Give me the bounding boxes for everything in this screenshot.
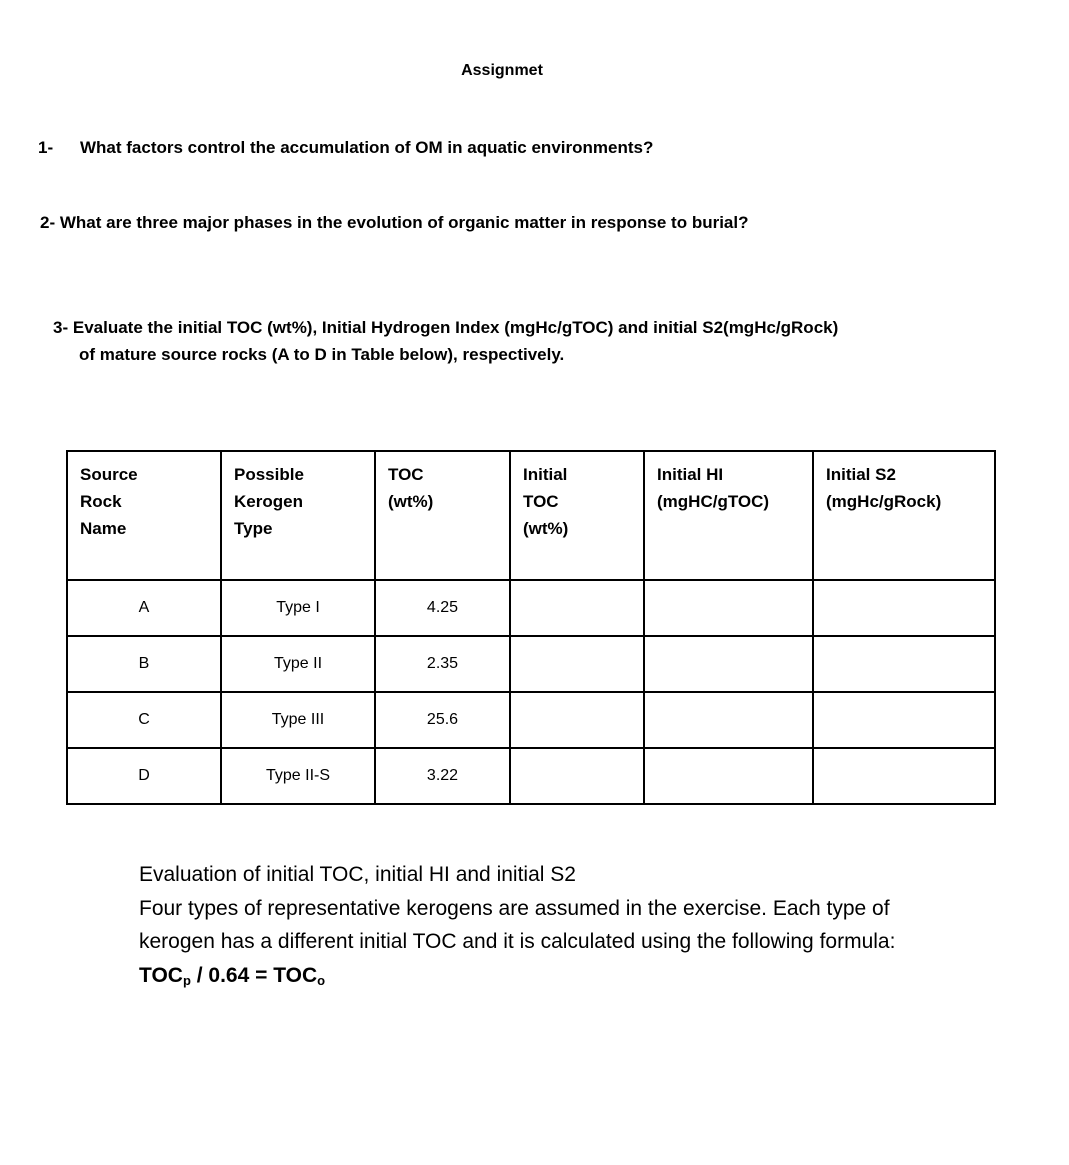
question-2 bbox=[40, 213, 748, 233]
question-3-text-line1: Evaluate the initial TOC (wt%), Initial Hydrogen Index (mgHc/gTOC) and initial S2(mgHc/gRock) bbox=[72, 318, 839, 337]
cell-initial-s2 bbox=[813, 692, 995, 748]
cell-initial-toc bbox=[510, 580, 644, 636]
question-3 bbox=[53, 314, 838, 368]
toc-formula: $TOC_p / 0.64 = TOC_o$ bbox=[139, 963, 326, 988]
table-row bbox=[67, 580, 995, 636]
cell-initial-s2 bbox=[813, 748, 995, 804]
evaluation-body: Four types of representative kerogens are assumed in the exercise. Each type of kerogen has a different initial TOC and it is calculated using the following formula: bbox=[139, 896, 896, 953]
cell-toc: 4.25 bbox=[375, 580, 510, 636]
question-3-number: 3- bbox=[53, 318, 69, 337]
cell-initial-toc bbox=[510, 748, 644, 804]
cell-initial-toc bbox=[510, 692, 644, 748]
cell-initial-toc bbox=[510, 636, 644, 692]
evaluation-heading: Evaluation of initial TOC, initial HI and initial S2 bbox=[139, 863, 576, 886]
cell-kerogen: Type II-S bbox=[221, 748, 375, 804]
table-row bbox=[67, 692, 995, 748]
document-title: Assignmet bbox=[461, 62, 543, 79]
header-initial-toc: Initial TOC (wt%) bbox=[510, 451, 644, 580]
cell-initial-hi bbox=[644, 748, 813, 804]
cell-kerogen: Type I bbox=[221, 580, 375, 636]
table-header-row bbox=[67, 451, 995, 580]
cell-toc: 3.22 bbox=[375, 748, 510, 804]
cell-initial-s2 bbox=[813, 636, 995, 692]
cell-kerogen: Type II bbox=[221, 636, 375, 692]
question-1-number: 1- bbox=[38, 138, 54, 157]
header-initial-hi: Initial HI (mgHC/gTOC) bbox=[644, 451, 813, 580]
table-row bbox=[67, 636, 995, 692]
cell-initial-hi bbox=[644, 636, 813, 692]
cell-initial-s2 bbox=[813, 580, 995, 636]
source-rock-table bbox=[66, 450, 996, 805]
evaluation-section bbox=[139, 858, 919, 997]
cell-name: C bbox=[67, 692, 221, 748]
cell-toc: 2.35 bbox=[375, 636, 510, 692]
cell-name: A bbox=[67, 580, 221, 636]
cell-name: B bbox=[67, 636, 221, 692]
question-2-number: 2- bbox=[40, 213, 56, 232]
question-2-text: What are three major phases in the evolution of organic matter in response to burial? bbox=[59, 213, 749, 232]
question-1 bbox=[38, 138, 653, 158]
header-source-rock-name: Source Rock Name bbox=[67, 451, 221, 580]
question-1-text: What factors control the accumulation of OM in aquatic environments? bbox=[80, 138, 654, 157]
header-kerogen-type: Possible Kerogen Type bbox=[221, 451, 375, 580]
table-row bbox=[67, 748, 995, 804]
cell-kerogen: Type III bbox=[221, 692, 375, 748]
cell-initial-hi bbox=[644, 580, 813, 636]
cell-name: D bbox=[67, 748, 221, 804]
question-3-text-line2: of mature source rocks (A to D in Table below), respectively. bbox=[79, 345, 565, 364]
cell-initial-hi bbox=[644, 692, 813, 748]
cell-toc: 25.6 bbox=[375, 692, 510, 748]
header-initial-s2: Initial S2 (mgHc/gRock) bbox=[813, 451, 995, 580]
header-toc: TOC (wt%) bbox=[375, 451, 510, 580]
